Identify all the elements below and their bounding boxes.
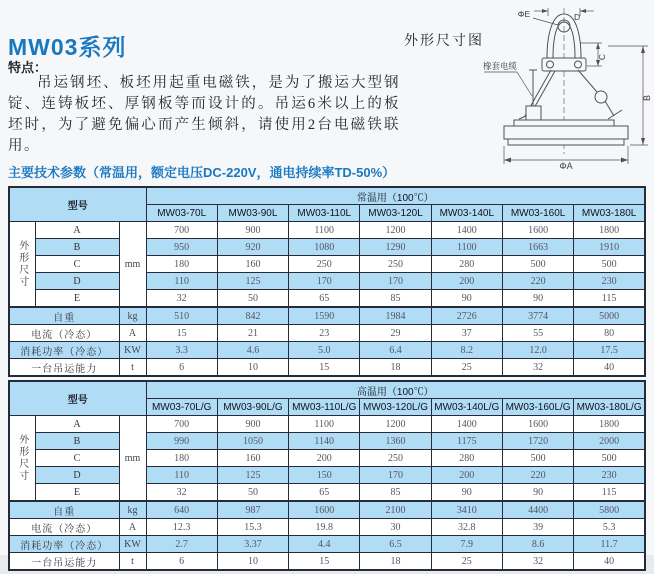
dim-value-cell: 1400: [431, 222, 502, 239]
spec-value-cell: 12.0: [502, 342, 573, 359]
spec-unit-cell: KW: [119, 536, 146, 553]
spec-value-cell: 12.3: [146, 519, 217, 536]
spec-row-label: 一台吊运能力: [9, 553, 119, 571]
dim-value-cell: 220: [502, 273, 573, 290]
spec-table-normal-temp: [8, 186, 646, 377]
dim-value-cell: 1200: [360, 416, 431, 433]
dim-value-cell: 230: [574, 273, 645, 290]
dim-value-cell: 180: [146, 450, 217, 467]
spec-unit-cell: t: [119, 553, 146, 571]
dim-value-cell: 1720: [502, 433, 573, 450]
dim-value-cell: 1800: [574, 222, 645, 239]
spec-row-label: 一台吊运能力: [9, 359, 119, 377]
spec-value-cell: 55: [502, 325, 573, 342]
dim-value-cell: 125: [217, 273, 288, 290]
features-label: 特点：: [8, 60, 48, 75]
dim-value-cell: 90: [502, 484, 573, 502]
spec-unit-cell: A: [119, 519, 146, 536]
spec-value-cell: 842: [217, 307, 288, 325]
dim-value-cell: 150: [289, 467, 360, 484]
spec-value-cell: 640: [146, 501, 217, 519]
spec-value-cell: 8.6: [502, 536, 573, 553]
spec-value-cell: 5.0: [289, 342, 360, 359]
spec-value-cell: 37: [431, 325, 502, 342]
dim-value-cell: 170: [360, 467, 431, 484]
cable-leader-2: [517, 72, 532, 96]
spec-value-cell: 2100: [360, 501, 431, 519]
dim-value-cell: 200: [289, 450, 360, 467]
params-heading: 主要技术参数（常温用，额定电压DC-220V，通电持续率TD-50%）: [8, 165, 396, 180]
dim-row: [9, 239, 645, 256]
spec-value-cell: 1590: [289, 307, 360, 325]
spec-unit-cell: KW: [119, 342, 146, 359]
page-title: MW03系列: [8, 34, 127, 61]
spec-value-cell: 5000: [574, 307, 645, 325]
dim-value-cell: 65: [289, 290, 360, 308]
dim-value-cell: 250: [360, 256, 431, 273]
spec-value-cell: 15: [146, 325, 217, 342]
model-header-cell: 型号: [9, 381, 146, 416]
dim-value-cell: 160: [217, 450, 288, 467]
dim-value-cell: 85: [360, 484, 431, 502]
spec-table-high-temp: [8, 380, 646, 571]
spec-value-cell: 23: [289, 325, 360, 342]
dim-value-cell: 115: [574, 484, 645, 502]
spec-row: [9, 359, 645, 377]
cable-label: 橡套电缆: [482, 61, 518, 71]
temp-header-cell: 常温用（100℃）: [146, 187, 645, 205]
spec-value-cell: 15: [289, 359, 360, 377]
model-name-cell: MW03-120L/G: [360, 399, 431, 416]
chain-right-2: [605, 101, 614, 116]
dim-value-cell: 250: [289, 256, 360, 273]
model-name-cell: MW03-140L: [431, 205, 502, 222]
model-name-cell: MW03-110L/G: [289, 399, 360, 416]
dim-value-cell: 1050: [217, 433, 288, 450]
dim-b-label: B: [642, 94, 652, 102]
dim-row: [9, 467, 645, 484]
dim-d-arrow-left: [542, 9, 548, 13]
spec-value-cell: 21: [217, 325, 288, 342]
dim-value-cell: 920: [217, 239, 288, 256]
spec-value-cell: 10: [217, 359, 288, 377]
spec-value-cell: 4400: [502, 501, 573, 519]
dim-value-cell: 1100: [289, 416, 360, 433]
spec-value-cell: 32: [502, 553, 573, 571]
dim-value-cell: 900: [217, 416, 288, 433]
model-name-cell: MW03-70L: [146, 205, 217, 222]
spec-value-cell: 6.5: [360, 536, 431, 553]
spec-value-cell: 3.37: [217, 536, 288, 553]
dim-value-cell: 1663: [502, 239, 573, 256]
dim-value-cell: 160: [217, 256, 288, 273]
dim-b-arrow-bottom: [641, 138, 645, 145]
spec-value-cell: 4.6: [217, 342, 288, 359]
spec-value-cell: 32: [502, 359, 573, 377]
dim-value-cell: 50: [217, 484, 288, 502]
dim-d-label: D: [574, 12, 581, 22]
dim-value-cell: 1600: [502, 222, 573, 239]
spec-value-cell: 39: [502, 519, 573, 536]
model-name-cell: MW03-110L: [289, 205, 360, 222]
dim-value-cell: 50: [217, 290, 288, 308]
model-name-cell: MW03-160L: [502, 205, 573, 222]
cable-box: [526, 106, 541, 120]
dim-e-label: ΦE: [517, 9, 531, 19]
spec-value-cell: 19.8: [289, 519, 360, 536]
spec-value-cell: 3410: [431, 501, 502, 519]
dim-row: [9, 290, 645, 308]
spec-unit-cell: kg: [119, 501, 146, 519]
dim-value-cell: 170: [360, 273, 431, 290]
dim-value-cell: 1175: [431, 433, 502, 450]
dim-value-cell: 32: [146, 290, 217, 308]
temp-header-cell: 高温用（100℃）: [146, 381, 645, 399]
spec-value-cell: 6: [146, 359, 217, 377]
spec-value-cell: 25: [431, 359, 502, 377]
dim-value-cell: 1140: [289, 433, 360, 450]
model-name-cell: MW03-90L: [217, 205, 288, 222]
chain-right: [578, 70, 597, 92]
dim-e-leader: [533, 18, 558, 25]
dim-group-label: 外形尺寸: [9, 222, 35, 308]
spec-row-label: 自重: [9, 307, 119, 325]
dim-value-cell: 700: [146, 222, 217, 239]
model-name-cell: MW03-160L/G: [502, 399, 573, 416]
dim-unit-cell: mm: [119, 416, 146, 502]
dim-value-cell: 2000: [574, 433, 645, 450]
dim-row: [9, 450, 645, 467]
spec-value-cell: 1984: [360, 307, 431, 325]
model-name-cell: MW03-180L: [574, 205, 645, 222]
spec-value-cell: 18: [360, 359, 431, 377]
magnet-top-plate: [514, 120, 614, 126]
dim-value-cell: 280: [431, 450, 502, 467]
model-name-cell: MW03-90L/G: [217, 399, 288, 416]
spec-row-label: 电流（冷态）: [9, 325, 119, 342]
dim-value-cell: 90: [502, 290, 573, 308]
dim-c-label: C: [597, 53, 607, 61]
spec-value-cell: 5800: [574, 501, 645, 519]
spec-value-cell: 8.2: [431, 342, 502, 359]
spec-row: [9, 519, 645, 536]
dim-value-cell: 1910: [574, 239, 645, 256]
dim-value-cell: 220: [502, 467, 573, 484]
dim-row-label: A: [35, 222, 119, 239]
spec-row-label: 电流（冷态）: [9, 519, 119, 536]
dim-a-arrow-left: [504, 158, 511, 163]
dim-row-label: D: [35, 273, 119, 290]
spec-value-cell: 32.8: [431, 519, 502, 536]
model-header-cell: 型号: [9, 187, 146, 222]
spec-row: [9, 342, 645, 359]
dim-unit-cell: mm: [119, 222, 146, 308]
dim-value-cell: 230: [574, 467, 645, 484]
spec-value-cell: 4.4: [289, 536, 360, 553]
dim-row-label: B: [35, 239, 119, 256]
dim-row-label: E: [35, 290, 119, 308]
spec-row: [9, 307, 645, 325]
model-name-cell: MW03-180L/G: [574, 399, 645, 416]
spec-unit-cell: t: [119, 359, 146, 377]
dim-row: [9, 433, 645, 450]
dim-row: [9, 484, 645, 502]
spec-value-cell: 510: [146, 307, 217, 325]
spec-value-cell: 3.3: [146, 342, 217, 359]
dim-value-cell: 1600: [502, 416, 573, 433]
spec-value-cell: 29: [360, 325, 431, 342]
spec-value-cell: 6.4: [360, 342, 431, 359]
crossbar: [542, 58, 586, 71]
model-name-cell: MW03-70L/G: [146, 399, 217, 416]
spec-value-cell: 5.3: [574, 519, 645, 536]
dim-value-cell: 125: [217, 467, 288, 484]
dim-value-cell: 200: [431, 273, 502, 290]
spec-value-cell: 2726: [431, 307, 502, 325]
spec-row-label: 消耗功率（冷态）: [9, 342, 119, 359]
dim-value-cell: 90: [431, 484, 502, 502]
spec-unit-cell: kg: [119, 307, 146, 325]
dim-value-cell: 1200: [360, 222, 431, 239]
spec-value-cell: 2.7: [146, 536, 217, 553]
spec-value-cell: 18: [360, 553, 431, 571]
dim-value-cell: 900: [217, 222, 288, 239]
dim-row-label: C: [35, 450, 119, 467]
magnet-bottom-rim: [508, 139, 624, 145]
dim-value-cell: 110: [146, 273, 217, 290]
tables-wrap: [8, 186, 646, 574]
spec-row-label: 消耗功率（冷态）: [9, 536, 119, 553]
dim-group-label: 外形尺寸: [9, 416, 35, 502]
dim-value-cell: 250: [360, 450, 431, 467]
dim-row-label: A: [35, 416, 119, 433]
spec-value-cell: 6: [146, 553, 217, 571]
dim-value-cell: 990: [146, 433, 217, 450]
dim-value-cell: 1360: [360, 433, 431, 450]
dim-value-cell: 1080: [289, 239, 360, 256]
dim-row: [9, 222, 645, 239]
dim-value-cell: 500: [574, 450, 645, 467]
spec-value-cell: 15: [289, 553, 360, 571]
spec-value-cell: 40: [574, 553, 645, 571]
dim-value-cell: 1290: [360, 239, 431, 256]
model-name-cell: MW03-140L/G: [431, 399, 502, 416]
dimension-diagram: [396, 6, 654, 170]
magnet-body: [504, 126, 628, 139]
dim-row: [9, 416, 645, 433]
spec-value-cell: 30: [360, 519, 431, 536]
dim-value-cell: 280: [431, 256, 502, 273]
dim-value-cell: 180: [146, 256, 217, 273]
chain-right-tick: [608, 110, 622, 119]
spec-value-cell: 987: [217, 501, 288, 519]
spec-row: [9, 501, 645, 519]
spec-value-cell: 7.9: [431, 536, 502, 553]
dim-row-label: E: [35, 484, 119, 502]
dim-value-cell: 115: [574, 290, 645, 308]
dim-value-cell: 500: [502, 256, 573, 273]
spec-row: [9, 536, 645, 553]
dim-row: [9, 256, 645, 273]
dim-value-cell: 32: [146, 484, 217, 502]
dim-value-cell: 65: [289, 484, 360, 502]
table-header-row: [9, 381, 645, 399]
dim-value-cell: 700: [146, 416, 217, 433]
spec-unit-cell: A: [119, 325, 146, 342]
dim-row: [9, 273, 645, 290]
dim-value-cell: 1100: [431, 239, 502, 256]
table-header-row: [9, 187, 645, 205]
dim-row-label: D: [35, 467, 119, 484]
spec-value-cell: 25: [431, 553, 502, 571]
dim-value-cell: 950: [146, 239, 217, 256]
dim-value-cell: 1100: [289, 222, 360, 239]
dim-value-cell: 1800: [574, 416, 645, 433]
spec-value-cell: 11.7: [574, 536, 645, 553]
spec-value-cell: 3774: [502, 307, 573, 325]
dim-value-cell: 85: [360, 290, 431, 308]
dim-a-label: ΦA: [559, 161, 573, 171]
diagram-title: 外形尺寸图: [404, 32, 484, 48]
spec-value-cell: 15.3: [217, 519, 288, 536]
spec-value-cell: 1600: [289, 501, 360, 519]
spec-value-cell: 40: [574, 359, 645, 377]
model-name-cell: MW03-120L: [360, 205, 431, 222]
spec-row-label: 自重: [9, 501, 119, 519]
spec-row: [9, 553, 645, 571]
dim-d-arrow-right: [580, 9, 586, 13]
dim-value-cell: 200: [431, 467, 502, 484]
dim-a-arrow-right: [621, 158, 628, 163]
dim-value-cell: 170: [289, 273, 360, 290]
dim-value-cell: 500: [574, 256, 645, 273]
dim-b-arrow-top: [641, 46, 645, 53]
dim-value-cell: 1400: [431, 416, 502, 433]
spec-row: [9, 325, 645, 342]
dim-c-arrow-top: [596, 43, 600, 49]
dim-row-label: B: [35, 433, 119, 450]
spec-value-cell: 10: [217, 553, 288, 571]
dim-value-cell: 500: [502, 450, 573, 467]
dim-row-label: C: [35, 256, 119, 273]
dim-value-cell: 90: [431, 290, 502, 308]
spec-value-cell: 17.5: [574, 342, 645, 359]
dim-value-cell: 110: [146, 467, 217, 484]
spec-value-cell: 80: [574, 325, 645, 342]
features-text: 吊运钢坯、板坯用起重电磁铁，是为了搬运大型钢锭、连铸板坯、厚钢板等而设计的。吊运6米以上的板坯时，为了避免偏心而产生倾斜，请使用2台电磁铁联用。: [8, 75, 400, 154]
